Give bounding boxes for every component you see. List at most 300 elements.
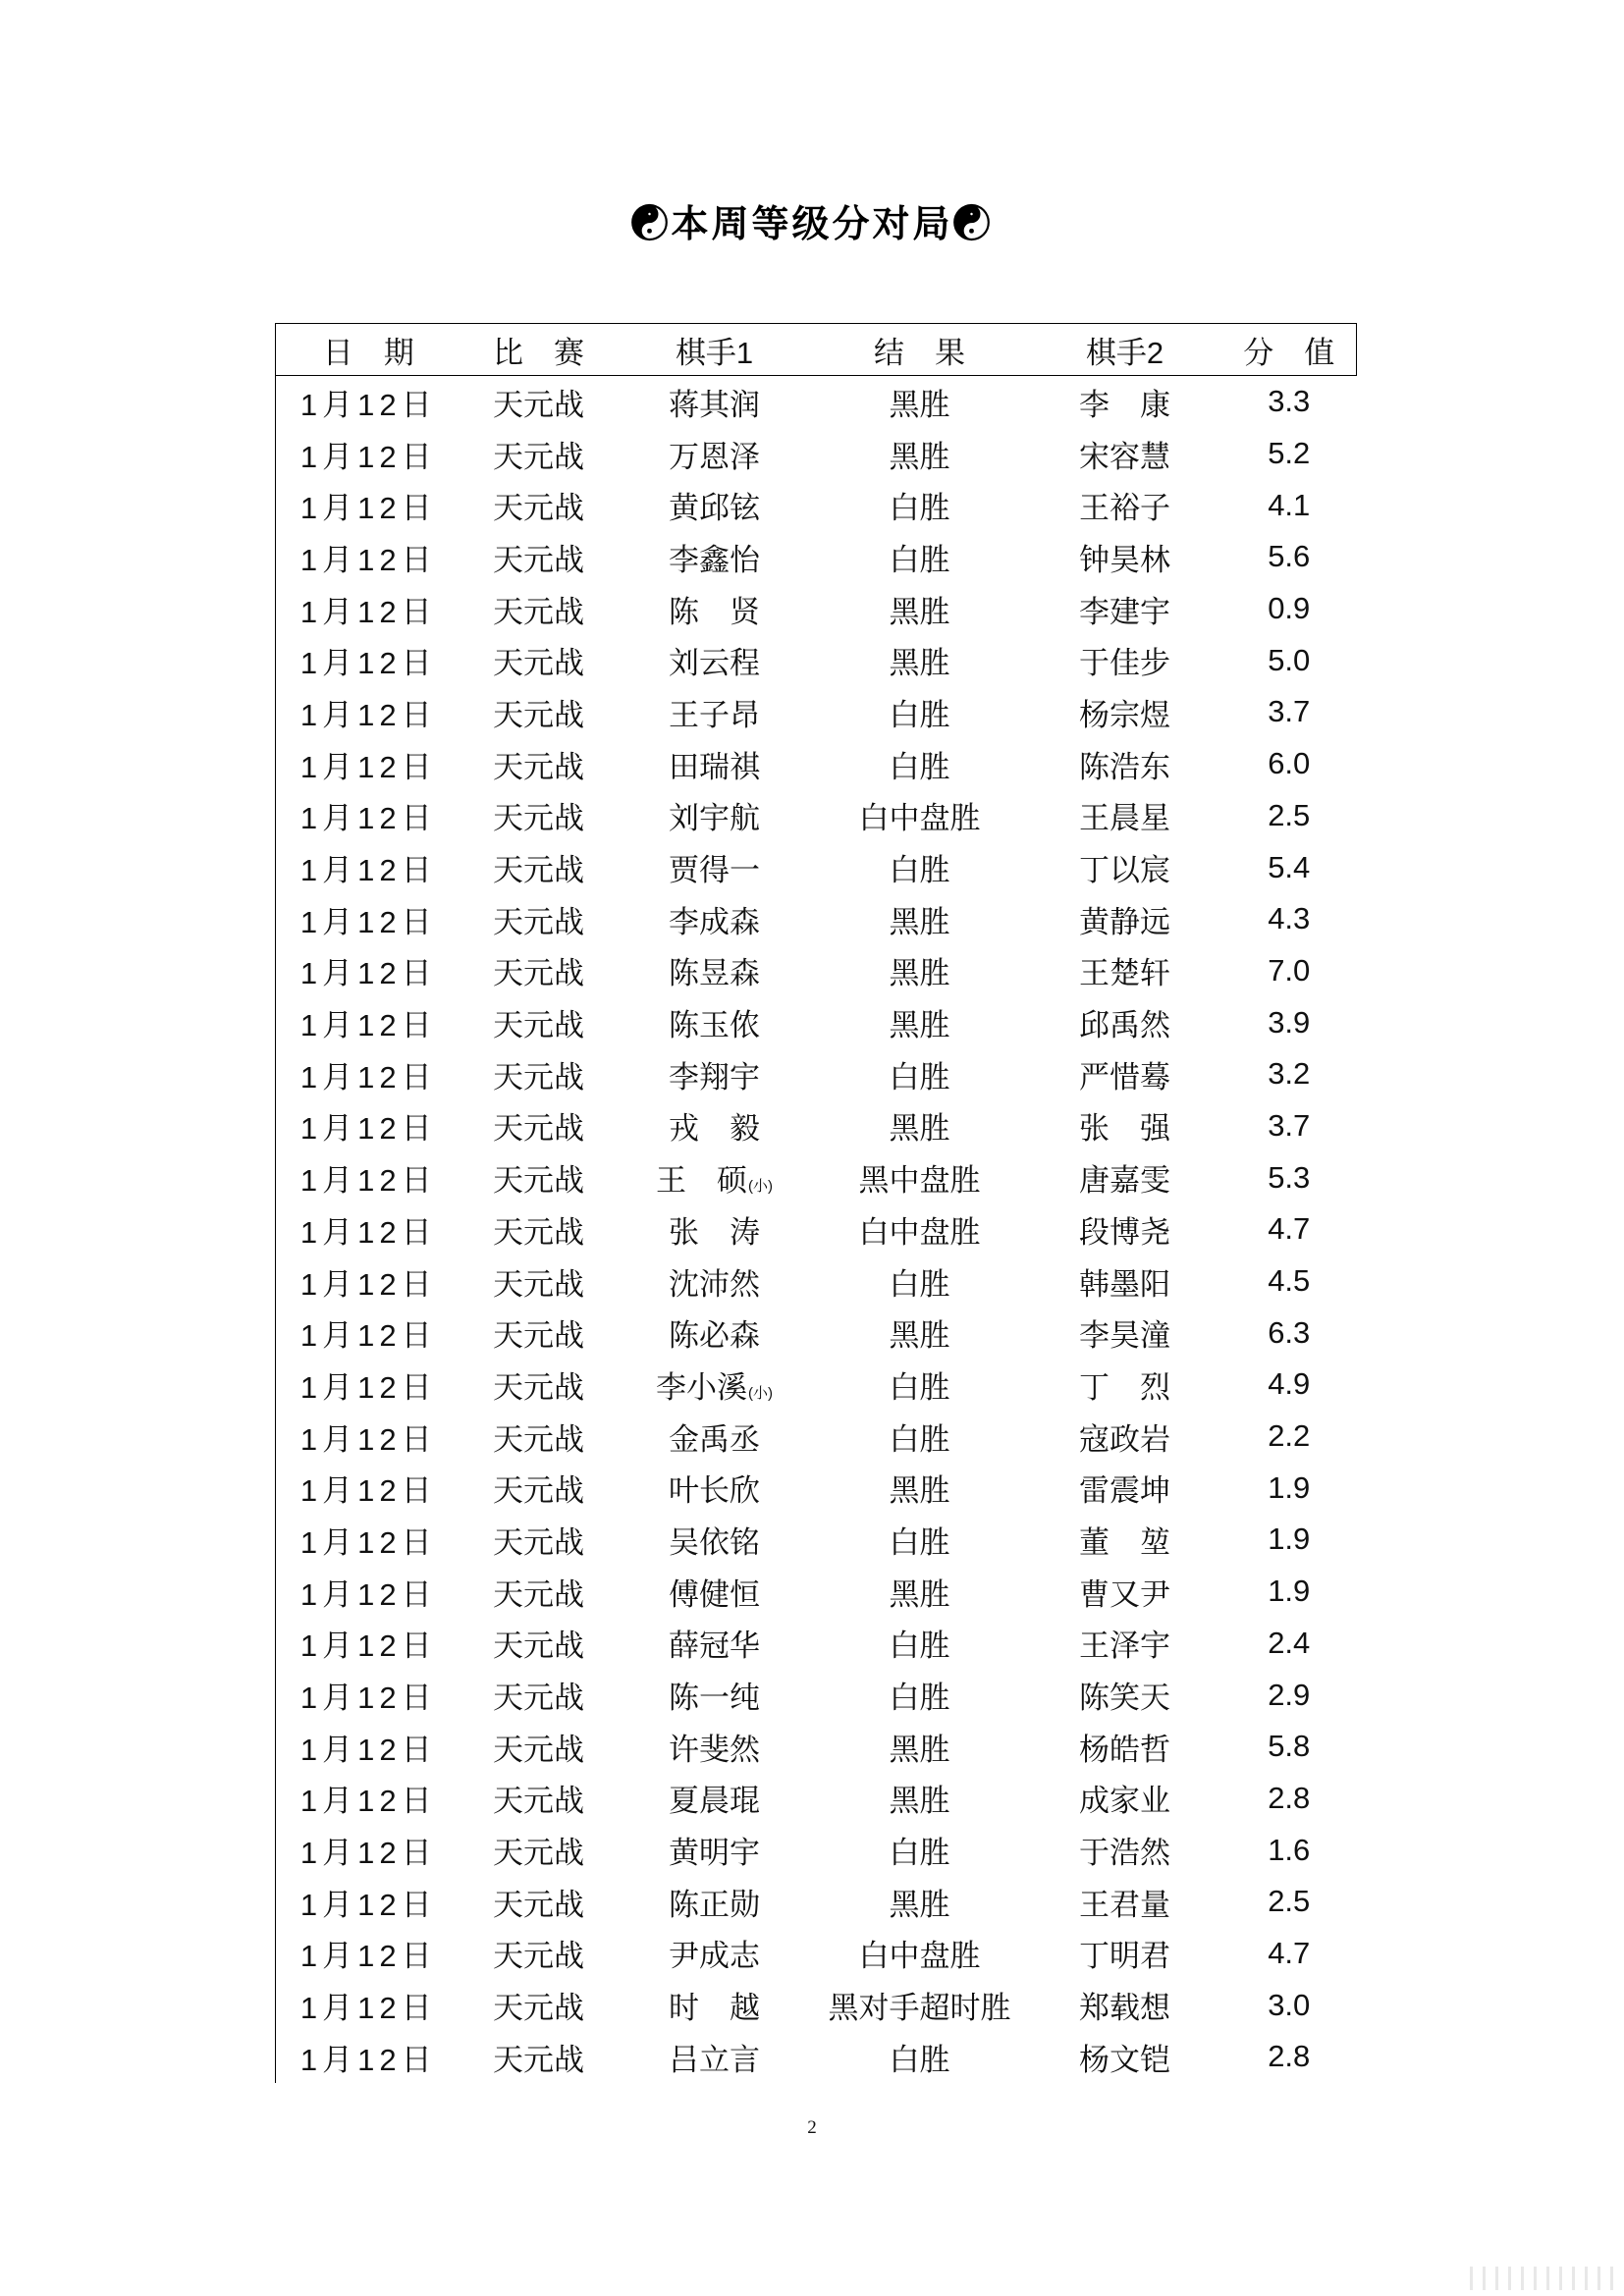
player2-cell xyxy=(1027,1880,1223,1924)
player2-cell xyxy=(1027,845,1223,889)
player2-text: 王君量 xyxy=(1079,1887,1170,1922)
date-cell xyxy=(276,1931,461,1975)
date-text: 1月12日 xyxy=(299,1836,437,1871)
player2-cell xyxy=(1027,1362,1223,1407)
header-date: 日 期 xyxy=(322,335,414,370)
event-cell xyxy=(461,1931,617,1975)
result-text: 白中盘胜 xyxy=(858,1939,981,1974)
player2-cell xyxy=(1027,380,1223,424)
player2-text: 于浩然 xyxy=(1079,1836,1170,1871)
score-text: 1.9 xyxy=(1268,1574,1311,1609)
table-row xyxy=(276,479,1357,531)
player1-text: 张 涛 xyxy=(669,1214,760,1250)
event-text: 天元战 xyxy=(493,542,584,577)
player2-text: 韩墨阳 xyxy=(1079,1266,1170,1302)
table-row xyxy=(276,790,1357,842)
score-text: 1.9 xyxy=(1268,1469,1311,1505)
date-text: 1月12日 xyxy=(299,646,437,681)
event-cell xyxy=(461,380,617,424)
event-text: 天元战 xyxy=(493,1939,584,1974)
result-cell xyxy=(813,1725,1027,1769)
date-text: 1月12日 xyxy=(299,2042,437,2077)
player1-text: 陈玉侬 xyxy=(669,1008,760,1043)
result-cell xyxy=(813,587,1027,631)
player1-cell xyxy=(617,587,813,631)
date-cell xyxy=(276,1518,461,1562)
table-row xyxy=(276,841,1357,893)
date-text: 1月12日 xyxy=(299,1732,437,1767)
score-text: 2.8 xyxy=(1268,2039,1311,2074)
result-text: 黑胜 xyxy=(889,387,950,422)
score-cell xyxy=(1223,384,1356,419)
event-cell xyxy=(461,535,617,579)
result-cell xyxy=(813,380,1027,424)
date-text: 1月12日 xyxy=(299,749,437,784)
table-row xyxy=(276,1979,1357,2031)
player1-cell xyxy=(617,638,813,682)
date-cell xyxy=(276,1103,461,1148)
result-text: 白中盘胜 xyxy=(858,1214,981,1250)
score-cell xyxy=(1223,1729,1356,1764)
table-row xyxy=(276,1514,1357,1566)
event-text: 天元战 xyxy=(493,1784,584,1819)
result-text: 白胜 xyxy=(889,491,950,526)
player2-cell xyxy=(1027,587,1223,631)
result-cell xyxy=(813,1052,1027,1096)
date-cell xyxy=(276,638,461,682)
result-text: 黑胜 xyxy=(889,956,950,991)
event-cell xyxy=(461,845,617,889)
event-cell xyxy=(461,1207,617,1252)
result-text: 白胜 xyxy=(889,2042,950,2077)
event-text: 天元战 xyxy=(493,1629,584,1664)
date-text: 1月12日 xyxy=(299,1939,437,1974)
table-row xyxy=(276,738,1357,790)
result-cell xyxy=(813,1155,1027,1200)
result-cell xyxy=(813,845,1027,889)
date-text: 1月12日 xyxy=(299,1318,437,1354)
date-cell xyxy=(276,948,461,992)
table-row xyxy=(276,376,1357,428)
result-cell xyxy=(813,1362,1027,1407)
score-cell xyxy=(1223,1315,1356,1351)
player1-cell xyxy=(617,483,813,527)
score-text: 5.4 xyxy=(1268,849,1311,884)
result-cell xyxy=(813,1207,1027,1252)
player1-text: 李鑫怡 xyxy=(669,542,760,577)
result-cell xyxy=(813,1776,1027,1820)
date-cell xyxy=(276,432,461,476)
player1-cell xyxy=(617,1103,813,1148)
player1-cell xyxy=(617,380,813,424)
result-cell xyxy=(813,1931,1027,1975)
date-cell xyxy=(276,1155,461,1200)
table-row xyxy=(276,2031,1357,2083)
result-cell xyxy=(813,1983,1027,2027)
player1-cell xyxy=(617,1466,813,1510)
result-text: 黑胜 xyxy=(889,1473,950,1509)
score-text: 5.3 xyxy=(1268,1159,1311,1195)
score-cell xyxy=(1223,539,1356,574)
score-cell xyxy=(1223,1936,1356,1971)
score-cell xyxy=(1223,1470,1356,1506)
event-cell xyxy=(461,1415,617,1459)
table-row xyxy=(276,1721,1357,1773)
event-cell xyxy=(461,1000,617,1044)
event-text: 天元战 xyxy=(493,1681,584,1716)
date-text: 1月12日 xyxy=(299,1629,437,1664)
date-cell xyxy=(276,1828,461,1872)
player1-text: 叶长欣 xyxy=(669,1473,760,1509)
score-text: 0.9 xyxy=(1268,591,1311,626)
event-cell xyxy=(461,483,617,527)
event-text: 天元战 xyxy=(493,801,584,836)
result-cell xyxy=(813,1259,1027,1304)
table-row xyxy=(276,1411,1357,1463)
date-cell xyxy=(276,1673,461,1717)
date-text: 1月12日 xyxy=(299,491,437,526)
result-cell xyxy=(813,2035,1027,2079)
date-cell xyxy=(276,1415,461,1459)
header-result: 结 果 xyxy=(874,335,965,370)
player1-cell xyxy=(617,432,813,476)
date-text: 1月12日 xyxy=(299,594,437,629)
date-text: 1月12日 xyxy=(299,1059,437,1095)
table-row xyxy=(276,686,1357,738)
event-cell xyxy=(461,432,617,476)
player1-text: 蒋其润 xyxy=(669,387,760,422)
player1-cell xyxy=(617,1000,813,1044)
result-cell xyxy=(813,1310,1027,1355)
player2-cell xyxy=(1027,1155,1223,1200)
player2-text: 李建宇 xyxy=(1079,594,1170,629)
result-text: 白胜 xyxy=(889,1681,950,1716)
player1-cell xyxy=(617,1776,813,1820)
score-cell xyxy=(1223,1522,1356,1557)
score-text: 6.3 xyxy=(1268,1314,1311,1350)
page-title: ☯本周等级分对局☯ xyxy=(630,201,994,245)
event-text: 天元战 xyxy=(493,1576,584,1612)
header-event: 比 赛 xyxy=(493,335,584,370)
player-note: (小) xyxy=(747,1178,773,1196)
date-text: 1月12日 xyxy=(299,1008,437,1043)
table-row xyxy=(276,1669,1357,1721)
player2-text: 陈笑天 xyxy=(1079,1681,1170,1716)
score-cell xyxy=(1223,1574,1356,1609)
event-cell xyxy=(461,948,617,992)
result-text: 黑胜 xyxy=(889,1576,950,1612)
player2-cell xyxy=(1027,1673,1223,1717)
score-text: 5.2 xyxy=(1268,436,1311,471)
result-text: 白胜 xyxy=(889,749,950,784)
event-cell xyxy=(461,1725,617,1769)
player1-text: 田瑞祺 xyxy=(669,749,760,784)
player1-cell xyxy=(617,1310,813,1355)
date-cell xyxy=(276,1570,461,1614)
score-cell xyxy=(1223,1211,1356,1247)
date-cell xyxy=(276,380,461,424)
event-text: 天元战 xyxy=(493,1111,584,1147)
player2-text: 邱禹然 xyxy=(1079,1008,1170,1043)
score-text: 2.5 xyxy=(1268,1884,1311,1919)
result-text: 白胜 xyxy=(889,542,950,577)
date-text: 1月12日 xyxy=(299,1524,437,1560)
score-text: 4.3 xyxy=(1268,901,1311,936)
player1-cell xyxy=(617,535,813,579)
player2-cell xyxy=(1027,690,1223,734)
event-cell xyxy=(461,742,617,786)
event-text: 天元战 xyxy=(493,904,584,939)
player2-cell xyxy=(1027,1983,1223,2027)
player2-text: 董 堃 xyxy=(1079,1524,1170,1560)
score-text: 3.7 xyxy=(1268,1107,1311,1143)
score-text: 2.9 xyxy=(1268,1677,1311,1712)
player2-text: 杨文铠 xyxy=(1079,2042,1170,2077)
score-cell xyxy=(1223,1056,1356,1092)
result-text: 白胜 xyxy=(889,1629,950,1664)
result-text: 黑对手超时胜 xyxy=(828,1991,1011,2026)
event-cell xyxy=(461,1518,617,1562)
result-text: 黑胜 xyxy=(889,1318,950,1354)
player1-text: 李翔宇 xyxy=(669,1059,760,1095)
player2-cell xyxy=(1027,1103,1223,1148)
event-cell xyxy=(461,587,617,631)
table-row xyxy=(276,1462,1357,1514)
score-cell xyxy=(1223,746,1356,781)
event-text: 天元战 xyxy=(493,491,584,526)
player2-text: 杨宗煜 xyxy=(1079,697,1170,732)
table-row xyxy=(276,1928,1357,1980)
score-cell xyxy=(1223,1833,1356,1868)
event-cell xyxy=(461,2035,617,2079)
player-note: (小) xyxy=(748,1384,773,1402)
result-cell xyxy=(813,897,1027,941)
date-text: 1月12日 xyxy=(299,801,437,836)
event-text: 天元战 xyxy=(493,1369,584,1405)
player2-cell xyxy=(1027,638,1223,682)
player2-cell xyxy=(1027,1621,1223,1665)
player2-cell xyxy=(1027,535,1223,579)
date-cell xyxy=(276,1000,461,1044)
player2-text: 于佳步 xyxy=(1079,646,1170,681)
player1-text: 陈必森 xyxy=(669,1318,760,1354)
event-text: 天元战 xyxy=(493,1163,584,1199)
result-text: 黑胜 xyxy=(889,1887,950,1922)
result-cell xyxy=(813,1828,1027,1872)
header-player1: 棋手1 xyxy=(675,335,754,370)
player1-cell xyxy=(617,1621,813,1665)
result-text: 黑胜 xyxy=(889,1111,950,1147)
event-text: 天元战 xyxy=(493,1836,584,1871)
date-text: 1月12日 xyxy=(299,1214,437,1250)
date-cell xyxy=(276,793,461,837)
player1-cell xyxy=(617,1052,813,1096)
player2-cell xyxy=(1027,948,1223,992)
date-cell xyxy=(276,587,461,631)
event-text: 天元战 xyxy=(493,1008,584,1043)
player2-cell xyxy=(1027,793,1223,837)
page-number: 2 xyxy=(807,2117,817,2138)
score-text: 7.0 xyxy=(1268,952,1311,988)
date-text: 1月12日 xyxy=(299,1576,437,1612)
event-text: 天元战 xyxy=(493,1732,584,1767)
player2-cell xyxy=(1027,1725,1223,1769)
score-text: 2.8 xyxy=(1268,1780,1311,1815)
player1-text: 刘宇航 xyxy=(669,801,760,836)
result-text: 黑胜 xyxy=(889,646,950,681)
player1-text: 陈 贤 xyxy=(669,594,760,629)
event-cell xyxy=(461,1259,617,1304)
player1-cell xyxy=(617,1207,813,1252)
date-cell xyxy=(276,1310,461,1355)
date-text: 1月12日 xyxy=(299,387,437,422)
player1-text: 陈昱森 xyxy=(669,956,760,991)
player2-text: 曹又尹 xyxy=(1079,1576,1170,1612)
event-text: 天元战 xyxy=(493,1266,584,1302)
date-cell xyxy=(276,845,461,889)
event-text: 天元战 xyxy=(493,1887,584,1922)
result-cell xyxy=(813,948,1027,992)
table-row xyxy=(276,1307,1357,1359)
player2-cell xyxy=(1027,1518,1223,1562)
player2-cell xyxy=(1027,1570,1223,1614)
player2-text: 郑载想 xyxy=(1079,1991,1170,2026)
score-cell xyxy=(1223,901,1356,936)
player1-cell xyxy=(617,793,813,837)
player1-cell xyxy=(617,845,813,889)
player1-text: 傅健恒 xyxy=(669,1576,760,1612)
result-text: 白胜 xyxy=(889,1266,950,1302)
result-text: 白胜 xyxy=(889,1059,950,1095)
date-text: 1月12日 xyxy=(299,1369,437,1405)
event-cell xyxy=(461,1052,617,1096)
player2-text: 钟昊林 xyxy=(1079,542,1170,577)
header-player2: 棋手2 xyxy=(1085,335,1164,370)
event-cell xyxy=(461,1103,617,1148)
player1-cell xyxy=(617,1570,813,1614)
player2-cell xyxy=(1027,1207,1223,1252)
event-text: 天元战 xyxy=(493,1991,584,2026)
score-cell xyxy=(1223,1263,1356,1299)
player1-cell xyxy=(617,1362,813,1407)
result-text: 黑中盘胜 xyxy=(858,1163,981,1199)
watermark xyxy=(1470,2267,1613,2290)
player1-cell xyxy=(617,1155,813,1200)
event-cell xyxy=(461,1828,617,1872)
event-cell xyxy=(461,1466,617,1510)
score-text: 3.3 xyxy=(1268,384,1311,419)
player1-cell xyxy=(617,1931,813,1975)
player2-text: 王楚轩 xyxy=(1079,956,1170,991)
result-text: 白胜 xyxy=(889,1421,950,1457)
event-text: 天元战 xyxy=(493,1318,584,1354)
score-cell xyxy=(1223,953,1356,988)
player1-text: 金禹丞 xyxy=(669,1421,760,1457)
player2-text: 杨皓哲 xyxy=(1079,1732,1170,1767)
player2-text: 张 强 xyxy=(1079,1111,1170,1147)
player2-text: 黄静远 xyxy=(1079,904,1170,939)
score-text: 3.7 xyxy=(1268,694,1311,729)
player2-text: 陈浩东 xyxy=(1079,749,1170,784)
date-text: 1月12日 xyxy=(299,1991,437,2026)
result-text: 黑胜 xyxy=(889,904,950,939)
date-cell xyxy=(276,2035,461,2079)
event-cell xyxy=(461,1880,617,1924)
event-text: 天元战 xyxy=(493,1473,584,1509)
player2-cell xyxy=(1027,1466,1223,1510)
score-cell xyxy=(1223,1626,1356,1661)
score-text: 1.6 xyxy=(1268,1832,1311,1867)
score-cell xyxy=(1223,2039,1356,2074)
event-text: 天元战 xyxy=(493,956,584,991)
player2-cell xyxy=(1027,1259,1223,1304)
player1-cell xyxy=(617,1983,813,2027)
player1-text: 黄明宇 xyxy=(669,1836,760,1871)
event-text: 天元战 xyxy=(493,646,584,681)
result-cell xyxy=(813,638,1027,682)
date-cell xyxy=(276,742,461,786)
result-text: 白胜 xyxy=(889,1524,950,1560)
date-cell xyxy=(276,1207,461,1252)
date-text: 1月12日 xyxy=(299,1111,437,1147)
score-cell xyxy=(1223,591,1356,626)
player1-text: 李小溪 xyxy=(656,1369,747,1405)
player2-cell xyxy=(1027,897,1223,941)
player1-text: 许斐然 xyxy=(669,1732,760,1767)
score-cell xyxy=(1223,694,1356,729)
player2-cell xyxy=(1027,1310,1223,1355)
event-text: 天元战 xyxy=(493,439,584,474)
event-cell xyxy=(461,1362,617,1407)
event-text: 天元战 xyxy=(493,749,584,784)
date-text: 1月12日 xyxy=(299,1266,437,1302)
date-text: 1月12日 xyxy=(299,956,437,991)
score-text: 3.9 xyxy=(1268,1004,1311,1040)
event-text: 天元战 xyxy=(493,1524,584,1560)
score-text: 2.2 xyxy=(1268,1418,1311,1454)
score-text: 4.9 xyxy=(1268,1366,1311,1402)
event-text: 天元战 xyxy=(493,387,584,422)
score-text: 4.1 xyxy=(1268,487,1311,522)
event-text: 天元战 xyxy=(493,853,584,888)
player1-text: 尹成志 xyxy=(669,1939,760,1974)
result-cell xyxy=(813,1621,1027,1665)
result-text: 白中盘胜 xyxy=(858,801,981,836)
score-text: 6.0 xyxy=(1268,746,1311,781)
result-text: 白胜 xyxy=(889,1369,950,1405)
player1-cell xyxy=(617,1828,813,1872)
table-row xyxy=(276,1773,1357,1825)
table-row xyxy=(276,1359,1357,1411)
player2-cell xyxy=(1027,432,1223,476)
result-text: 黑胜 xyxy=(889,594,950,629)
player2-cell xyxy=(1027,2035,1223,2079)
player2-text: 丁 烈 xyxy=(1079,1369,1170,1405)
result-text: 白胜 xyxy=(889,1836,950,1871)
results-table xyxy=(275,323,1357,2083)
player2-text: 严惜蓦 xyxy=(1079,1059,1170,1095)
table-row xyxy=(276,945,1357,997)
score-text: 4.7 xyxy=(1268,1935,1311,1970)
table-row xyxy=(276,1203,1357,1255)
table-row xyxy=(276,1566,1357,1618)
player2-text: 李 康 xyxy=(1079,387,1170,422)
score-text: 3.2 xyxy=(1268,1056,1311,1092)
table-row xyxy=(276,1151,1357,1203)
event-cell xyxy=(461,1983,617,2027)
player2-text: 寇政岩 xyxy=(1079,1421,1170,1457)
result-cell xyxy=(813,535,1027,579)
